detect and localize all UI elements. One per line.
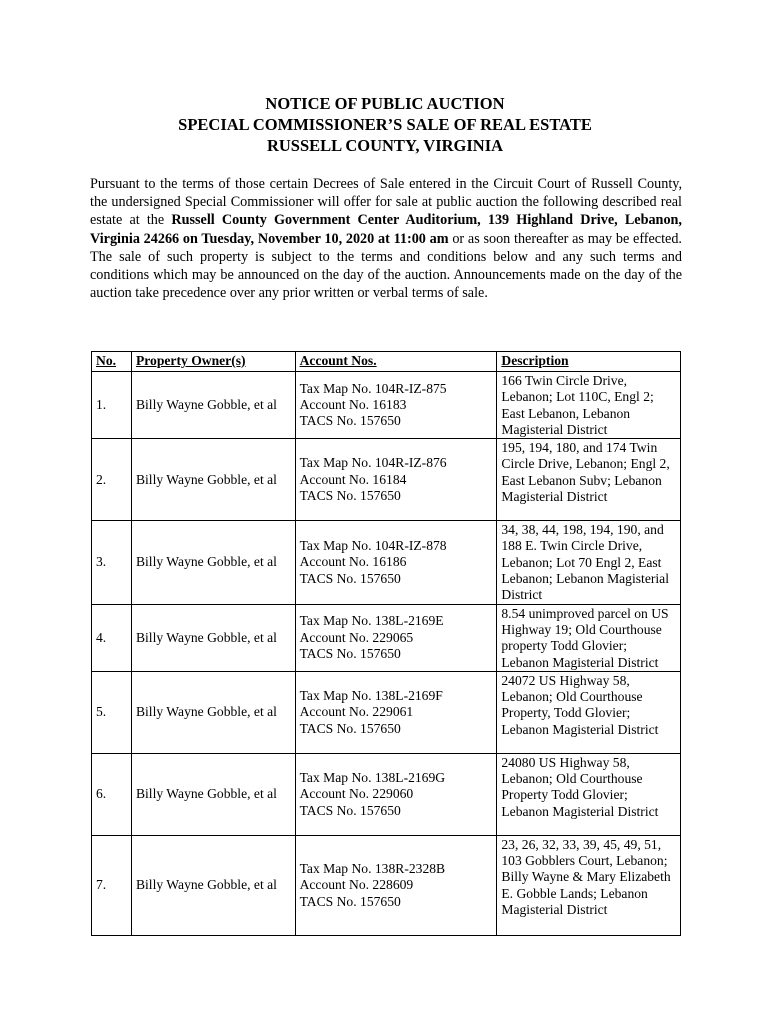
notice-title — [0, 93, 770, 156]
table-row — [92, 604, 681, 671]
account-no: Account No. 228609 — [299, 877, 414, 893]
row-no: 5. — [92, 671, 132, 753]
intro-location-date: Russell County Government Center Auditorium, 139 Highland Drive, Lebanon, Virginia 24266 on Tuesday, November 10, 2020 at 11:00 am — [90, 212, 682, 247]
row-no: 1. — [92, 372, 132, 439]
row-owner: Billy Wayne Gobble, et al — [131, 671, 295, 753]
account-no: Account No. 16183 — [299, 396, 407, 412]
account-no: Account No. 229060 — [299, 786, 414, 802]
tacs-no: TACS No. 157650 — [299, 720, 401, 736]
table-row — [92, 439, 681, 521]
row-accounts — [295, 521, 497, 604]
row-owner: Billy Wayne Gobble, et al — [131, 835, 295, 935]
row-accounts — [295, 439, 497, 521]
row-no: 4. — [92, 604, 132, 671]
title-line-1: NOTICE OF PUBLIC AUCTION — [265, 94, 505, 113]
row-accounts — [295, 671, 497, 753]
row-description: 24072 US Highway 58, Lebanon; Old Courthouse Property, Todd Glovier; Lebanon Magisterial District — [497, 671, 681, 753]
row-description: 166 Twin Circle Drive, Lebanon; Lot 110C, Engl 2; East Lebanon, Lebanon Magisterial District — [497, 372, 681, 439]
tax-map-no: Tax Map No. 138L-2169E — [299, 613, 444, 629]
table-row — [92, 521, 681, 604]
tax-map-no: Tax Map No. 104R-IZ-878 — [299, 537, 447, 553]
header-owner: Property Owner(s) — [131, 352, 295, 372]
intro-text-1: Pursuant to the terms of those certain Decrees of Sale entered in the Circuit Court of Russell County, the undersigned Special Commissioner will offer for sale at public auction the following described real estate at the — [90, 176, 682, 229]
tax-map-no: Tax Map No. 138L-2169F — [299, 687, 443, 703]
title-line-2: SPECIAL COMMISSIONER’S SALE OF REAL ESTATE — [178, 115, 592, 134]
account-no: Account No. 229061 — [299, 704, 414, 720]
tacs-no: TACS No. 157650 — [299, 802, 401, 818]
row-description: 24080 US Highway 58, Lebanon; Old Courthouse Property Todd Glovier; Lebanon Magisterial District — [497, 753, 681, 835]
tacs-no: TACS No. 157650 — [299, 893, 401, 909]
account-no: Account No. 16184 — [299, 471, 407, 487]
row-accounts — [295, 604, 497, 671]
tax-map-no: Tax Map No. 138R-2328B — [299, 860, 446, 876]
intro-text-2: or as soon thereafter as may be effected. The sale of such property is subject to the terms and conditions below and any such terms and conditions which may be announced on the day of the auction. Announcements made on the day of the auction take precedence over any prior written or verbal terms of sale. — [90, 230, 682, 302]
tacs-no: TACS No. 157650 — [299, 570, 401, 586]
row-no: 6. — [92, 753, 132, 835]
row-no: 3. — [92, 521, 132, 604]
tax-map-no: Tax Map No. 104R-IZ-876 — [299, 455, 447, 471]
intro-paragraph — [90, 175, 682, 302]
row-accounts — [295, 753, 497, 835]
row-no: 7. — [92, 835, 132, 935]
header-no: No. — [92, 352, 132, 372]
header-accounts: Account Nos. — [295, 352, 497, 372]
row-accounts — [295, 835, 497, 935]
row-owner: Billy Wayne Gobble, et al — [131, 753, 295, 835]
row-owner: Billy Wayne Gobble, et al — [131, 604, 295, 671]
account-no: Account No. 229065 — [299, 629, 414, 645]
auction-table — [91, 351, 681, 936]
tacs-no: TACS No. 157650 — [299, 487, 401, 503]
row-description: 8.54 unimproved parcel on US Highway 19; Old Courthouse property Todd Glovier; Lebanon Magisterial District — [497, 604, 681, 671]
table-row — [92, 835, 681, 935]
row-description: 23, 26, 32, 33, 39, 45, 49, 51, 103 Gobblers Court, Lebanon; Billy Wayne & Mary Elizabeth E. Gobble Lands; Lebanon Magisterial District — [497, 835, 681, 935]
row-description: 195, 194, 180, and 174 Twin Circle Drive, Lebanon; Engl 2, East Lebanon Subv; Lebanon Magisterial District — [497, 439, 681, 521]
table-header-row — [92, 352, 681, 372]
tacs-no: TACS No. 157650 — [299, 413, 401, 429]
tax-map-no: Tax Map No. 104R-IZ-875 — [299, 380, 447, 396]
row-description: 34, 38, 44, 198, 194, 190, and 188 E. Twin Circle Drive, Lebanon; Lot 70 Engl 2, East Lebanon; Lebanon Magisterial District — [497, 521, 681, 604]
table-row — [92, 753, 681, 835]
row-owner: Billy Wayne Gobble, et al — [131, 372, 295, 439]
row-owner: Billy Wayne Gobble, et al — [131, 521, 295, 604]
header-description: Description — [497, 352, 681, 372]
row-owner: Billy Wayne Gobble, et al — [131, 439, 295, 521]
title-line-3: RUSSELL COUNTY, VIRGINIA — [266, 136, 504, 155]
tax-map-no: Tax Map No. 138L-2169G — [299, 769, 446, 785]
table-row — [92, 372, 681, 439]
row-no: 2. — [92, 439, 132, 521]
row-accounts — [295, 372, 497, 439]
table-row — [92, 671, 681, 753]
tacs-no: TACS No. 157650 — [299, 645, 401, 661]
account-no: Account No. 16186 — [299, 554, 407, 570]
